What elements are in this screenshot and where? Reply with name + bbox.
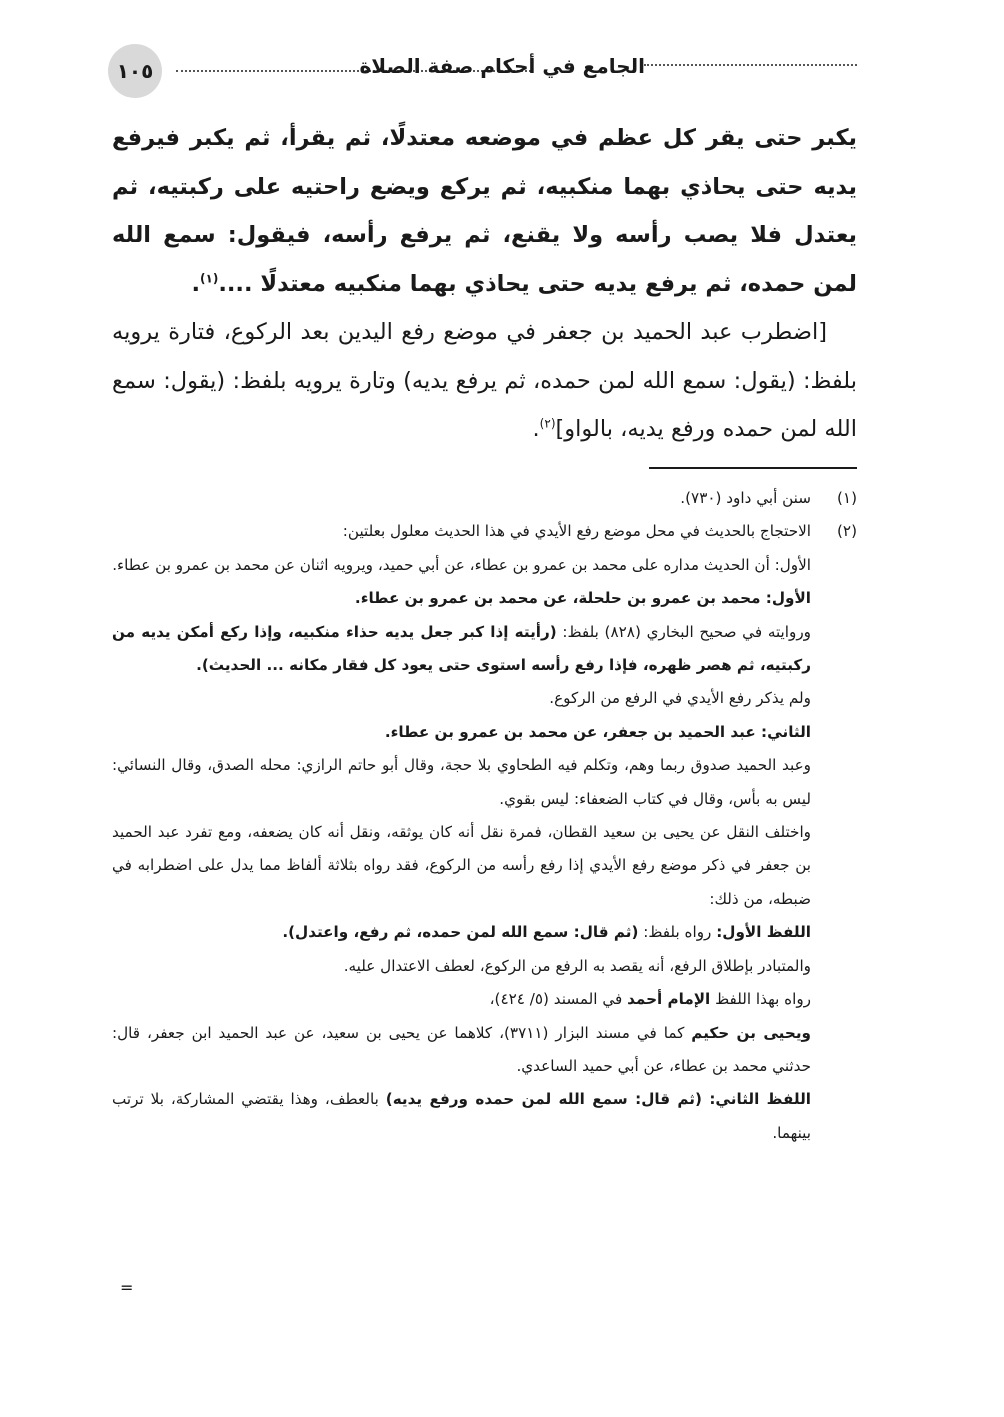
footnote-paragraph: الثاني: عبد الحميد بن جعفر، عن محمد بن عمرو بن عطاء.	[384, 722, 811, 741]
footnote-paragraph	[112, 1083, 811, 1150]
footnote-paragraph	[112, 983, 811, 1016]
hadith-body: يكبر حتى يقر كل عظم في موضعه معتدلًا، ثم يقرأ، ثم يكبر فيرفع يديه حتى يحاذي بهما منكبيه، ثم يركع ويضع راحتيه على ركبتيه، ثم يعتدل فلا يصب رأسه ولا يقنع، ثم يرفع رأسه، فيقول: سمع الله لمن حمده، ثم يرفع يديه حتى يحاذي بهما منكبيه معتدلًا ....	[112, 125, 857, 297]
page-number: ١٠٥	[108, 44, 162, 98]
footnote-label: اللفظ الأول:	[716, 923, 811, 942]
footnote-quote: (ثم قال: سمع الله لمن حمده، ثم رفع، واعتدل).	[282, 923, 639, 942]
continuation-mark: =	[120, 1278, 134, 1297]
footnote-separator	[649, 467, 857, 469]
footnote-paragraph	[112, 916, 811, 949]
page-header	[112, 44, 857, 94]
footnote-2-number: (٢)	[836, 522, 857, 541]
footnote-paragraph	[112, 1017, 811, 1084]
footnote-paragraph: والمتبادر بإطلاق الرفع، أنه يقصد به الرفع من الركوع، لعطف الاعتدال عليه.	[343, 956, 811, 975]
footnote-1-number: (١)	[836, 489, 857, 507]
footnote-quote: (ثم قال: سمع الله لمن حمده ورفع يديه)	[385, 1090, 710, 1109]
main-text	[112, 114, 857, 454]
footnote-quote: (رأيته إذا كبر جعل يديه حذاء منكبيه، وإذا ركع أمكن يديه من ركبتيه، ثم هصر ظهره، فإذا رفع رأسه استوى حتى يعود كل فقار مكانه ... الحديث).	[112, 622, 811, 675]
footnote-2-intro: الاحتجاج بالحديث في محل موضع رفع الأيدي في هذا الحديث معلول بعلتين:	[342, 522, 811, 541]
commentary-paragraph: [اضطرب عبد الحميد بن جعفر في موضع رفع اليدين بعد الركوع، فتارة يرويه بلفظ: (يقول: سمع الله لمن حمده، ثم يرفع يديه) وتارة يرويه بلفظ: (يقول: سمع الله لمن حمده ورفع يديه، بالواو]$^{(٢)}$.	[112, 319, 857, 442]
hadith-text: يكبر حتى يقر كل عظم في موضعه معتدلًا، ثم يقرأ، ثم يكبر فيرفع يديه حتى يحاذي بهما منكبيه، ثم يركع ويضع راحتيه على ركبتيه، ثم يعتدل فلا يصب رأسه ولا يقنع، ثم يرفع رأسه، فيقول: سمع الله لمن حمده، ثم يرفع يديه حتى يحاذي بهما منكبيه معتدلًا ....$^{(١)}$.	[112, 125, 857, 297]
footnote-text: كما في مسند البزار (٣٧١١)، كلاهما عن يحيى بن سعيد، عن عبد الحميد ابن جعفر، قال: حدثني محمد بن عطاء، عن أبي حميد الساعدي.	[112, 1023, 811, 1075]
footnote-paragraph: ولم يذكر رفع الأيدي في الرفع من الركوع.	[549, 689, 811, 708]
footnote-ref-2: (٢)	[539, 416, 556, 431]
footnote-paragraph: وعبد الحميد صدوق ربما وهم، وتكلم فيه الطحاوي بلا حجة، وقال أبو حاتم الرازي: محله الصدق، وقال النسائي: ليس به بأس، وقال في كتاب الضعفاء: ليس بقوي.	[112, 756, 811, 808]
footnotes	[112, 482, 857, 1150]
footnote-2	[112, 515, 857, 548]
footnote-bold-name: الإمام أحمد	[627, 990, 711, 1009]
footnote-1-text: سنن أبي داود (٧٣٠).	[680, 489, 811, 507]
footnote-paragraph: الأول: محمد بن عمرو بن حلحلة، عن محمد بن عمرو بن عطاء.	[354, 589, 811, 608]
header-dotted-rule-right	[644, 64, 857, 66]
footnote-1	[112, 482, 857, 515]
running-title: الجامع في أحكام صفة الصلاة	[359, 54, 645, 78]
footnote-paragraph: الأول: أن الحديث مداره على محمد بن عمرو بن عطاء، عن أبي حميد، ويرويه اثنان عن محمد بن عمرو بن عطاء.	[112, 555, 811, 574]
footnote-text: في المسند (٥/ ٤٢٤)،	[489, 990, 628, 1009]
footnote-paragraph	[112, 616, 811, 683]
commentary-body: [اضطرب عبد الحميد بن جعفر في موضع رفع اليدين بعد الركوع، فتارة يرويه بلفظ: (يقول: سمع الله لمن حمده، ثم يرفع يديه) وتارة يرويه بلفظ: (يقول: سمع الله لمن حمده ورفع يديه، بالواو]	[112, 319, 857, 442]
footnote-text: رواه بلفظ:	[638, 923, 717, 942]
footnote-text: رواه بهذا اللفظ	[710, 990, 811, 1009]
footnote-bold-name: ويحيى بن حكيم	[691, 1023, 811, 1042]
footnote-ref-1: (١)	[200, 271, 219, 285]
footnote-label: اللفظ الثاني:	[709, 1090, 811, 1109]
footnote-text: بالعطف، وهذا يقتضي المشاركة، بلا ترتب بينهما.	[112, 1090, 811, 1142]
footnote-paragraph: واختلف النقل عن يحيى بن سعيد القطان، فمرة نقل أنه كان يوثقه، ونقل أنه كان يضعفه، ومع تفرد عبد الحميد بن جعفر في ذكر موضع رفع الأيدي إذا رفع رأسه من الركوع، فقد رواه بثلاثة ألفاظ مما يدل على اضطرابه في ضبطه، من ذلك:	[112, 823, 811, 908]
footnote-text: وروايته في صحيح البخاري (٨٢٨) بلفظ:	[556, 622, 811, 641]
